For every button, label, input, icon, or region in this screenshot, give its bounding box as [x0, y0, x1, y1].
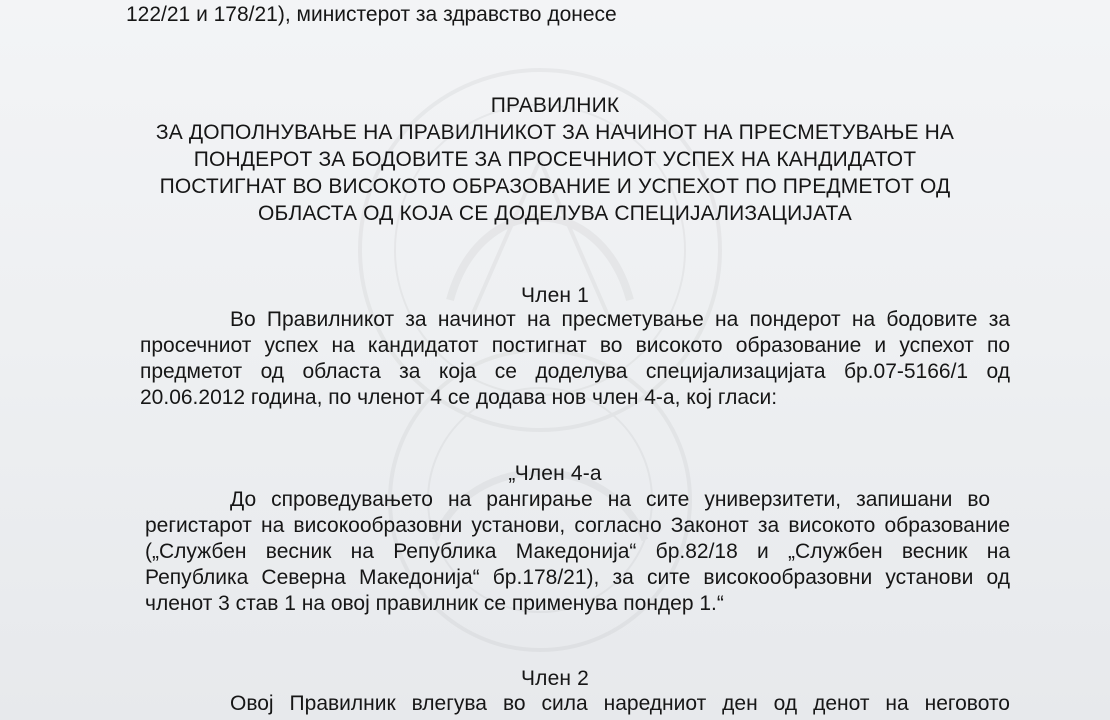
article-text-line: Во Правилникот за начинот на пресметување на пондерот на бодовите за [230, 308, 1010, 331]
article-text-line: регистарот на високообразовни установи, согласно Законот за високото образование [145, 514, 1010, 537]
article-text-line: членот 3 став 1 на овој правилник се применува пондер 1.“ [145, 592, 724, 615]
article-text-line: („Службен весник на Република Македонија“ бр.82/18 и „Службен весник на [145, 540, 1010, 563]
article-text-line: 20.06.2012 година, по членот 4 се додава нов член 4-а, кој гласи: [140, 386, 778, 409]
title-line-4: ПОСТИГНАТ ВО ВИСОКОТО ОБРАЗОВАНИЕ И УСПЕХОТ ПО ПРЕДМЕТОТ ОД [159, 175, 951, 198]
article-heading: Член 1 [521, 284, 589, 307]
article-text-line: просечниот успех на кандидатот постигнат во високото образование и успехот по [140, 334, 1010, 357]
title-line-5: ОБЛАСТА ОД КОЈА СЕ ДОДЕЛУВА СПЕЦИЈАЛИЗАЦИЈАТА [258, 202, 852, 225]
article-text-line: Република Северна Македонија“ бр.178/21), за сите високообразовни установи од [145, 566, 1010, 589]
title-line-3: ПОНДЕРОТ ЗА БОДОВИТЕ ЗА ПРОСЕЧНИОТ УСПЕХ НА КАНДИДАТОТ [193, 148, 917, 171]
article-text-line: Овој Правилник влегува во сила наредниот ден од денот на неговото [230, 692, 1010, 715]
article-text-line: предметот од областа за која се доделува специјализацијата бр.07-5166/1 од [140, 360, 1010, 383]
preamble-line: 122/21 и 178/21), министерот за здравство донесе [126, 3, 617, 26]
title-line-1: ПРАВИЛНИК [490, 94, 620, 117]
article-text-line: До спроведувањето на рангирање на сите универзитети, запишани во [230, 488, 990, 511]
article-heading: Член 2 [521, 667, 589, 690]
title-line-2: ЗА ДОПОЛНУВАЊЕ НА ПРАВИЛНИКОТ ЗА НАЧИНОТ НА ПРЕСМЕТУВАЊЕ НА [155, 121, 955, 144]
article-heading: „Член 4-а [508, 462, 602, 485]
